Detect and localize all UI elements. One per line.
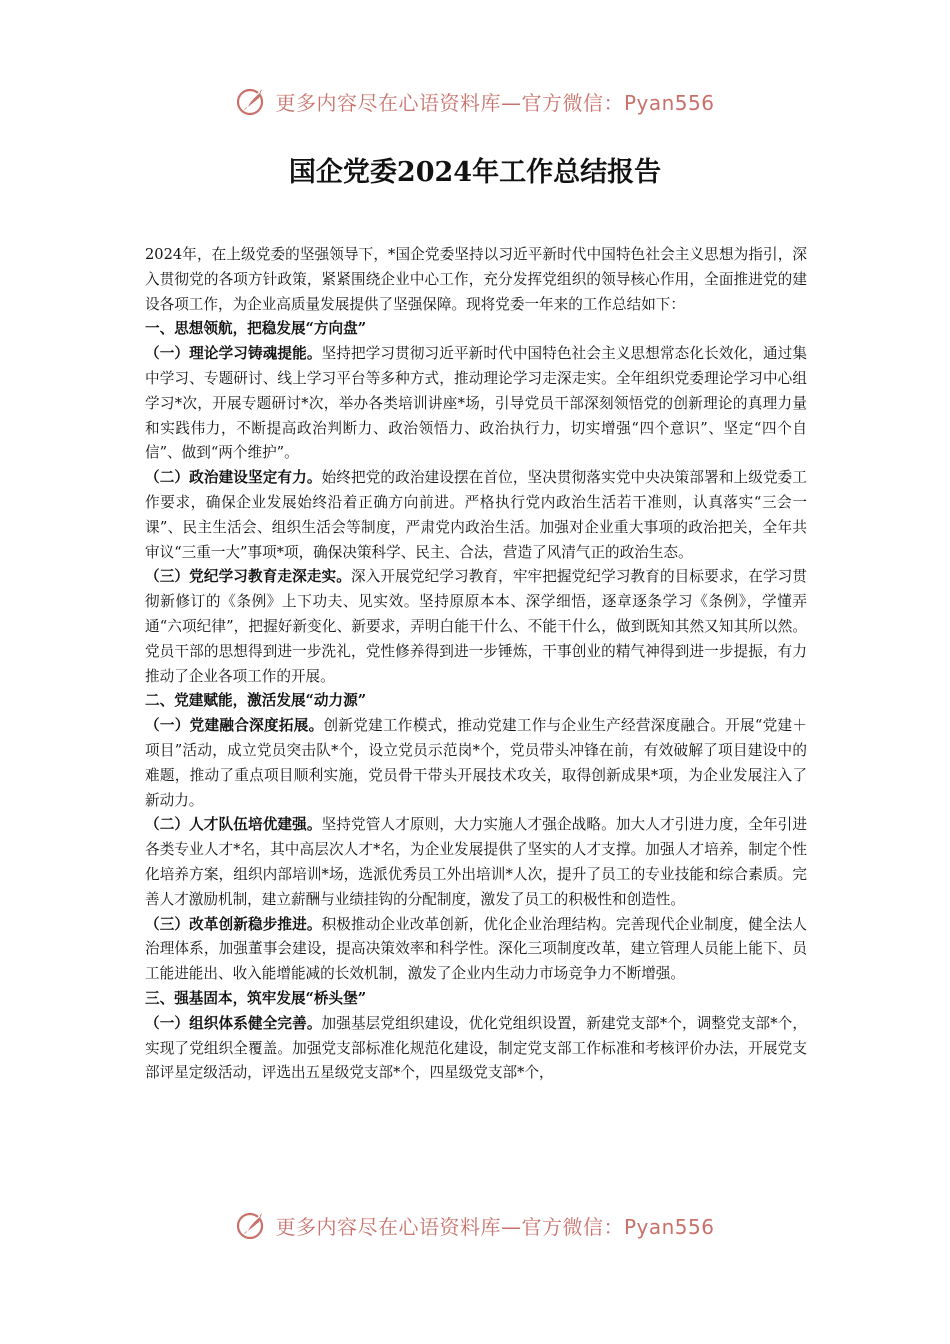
quill-logo-icon: [235, 84, 269, 118]
subsection-lead: （一）理论学习铸魂提能。: [145, 345, 322, 363]
subsection-body: 创新党建工作模式，推动党建工作与企业生产经营深度融合。开展“党建＋项目”活动，成立党员突击队*个，设立党员示范岗*个，党员带头冲锋在前，有效破解了项目建设中的难题，推动了重点项目顺利实施，党员骨干带头开展技术攻关，取得创新成果*项，为企业发展注入了新动力。: [145, 717, 807, 809]
subsection-paragraph: [145, 565, 807, 689]
document-title: 国企党委2024年工作总结报告: [288, 157, 662, 188]
watermark-banner-top: [0, 84, 950, 118]
subsection-lead: （二）政治建设坚定有力。: [145, 469, 322, 487]
subsection-paragraph: [145, 913, 807, 987]
watermark-text: 更多内容尽在心语资料库—官方微信：Pyan556: [275, 90, 715, 115]
subsection-body: 加强基层党组织建设，优化党组织设置，新建党支部*个，调整党支部*个，实现了党组织全覆盖。加强党支部标准化规范化建设，制定党支部工作标准和考核评价办法，开展党支部评星定级活动，评选出五星级党支部*个，四星级党支部*个，: [145, 1014, 807, 1082]
subsection-paragraph: [145, 714, 807, 813]
subsection-paragraph: [145, 342, 807, 466]
subsection-lead: （三）改革创新稳步推进。: [145, 915, 322, 933]
subsection-body: 积极推动企业改革创新，优化企业治理结构。完善现代企业制度，健全法人治理体系，加强董事会建设，提高决策效率和科学性。深化三项制度改革，建立管理人员能上能下、员工能进能出、收入能增能减的长效机制，激发了企业内生动力市场竞争力不断增强。: [145, 915, 807, 983]
watermark-text: 更多内容尽在心语资料库—官方微信：Pyan556: [275, 1214, 715, 1239]
section-heading: 一、思想领航，把稳发展“方向盘”: [145, 320, 367, 338]
subsection-lead: （二）人才队伍培优建强。: [145, 816, 322, 834]
section-heading: 二、党建赋能，激活发展“动力源”: [145, 692, 367, 710]
subsection-lead: （一）党建融合深度拓展。: [145, 717, 324, 735]
subsection-lead: （一）组织体系健全完善。: [145, 1014, 322, 1032]
subsection-body: 坚持把学习贯彻习近平新时代中国特色社会主义思想常态化长效化，通过集中学习、专题研讨、线上学习平台等多种方式，推动理论学习走深走实。全年组织党委理论学习中心组学习*次，开展专题研讨*次，举办各类培训讲座*场，引导党员干部深刻领悟党的创新理论的真理力量和实践伟力，不断提高政治判断力、政治领悟力、政治执行力，切实增强“四个意识”、坚定“四个自信”、做到“两个维护”。: [145, 345, 807, 462]
quill-logo-icon: [235, 1208, 269, 1242]
intro-paragraph: 2024年，在上级党委的坚强领导下，*国企党委坚持以习近平新时代中国特色社会主义思想为指引，深入贯彻党的各项方针政策，紧紧围绕企业中心工作，充分发挥党组织的领导核心作用，全面推进党的建设各项工作，为企业高质量发展提供了坚强保障。现将党委一年来的工作总结如下：: [145, 246, 807, 313]
watermark-banner-bottom: [0, 1208, 950, 1242]
subsection-body: 始终把党的政治建设摆在首位，坚决贯彻落实党中央决策部署和上级党委工作要求，确保企业发展始终沿着正确方向前进。严格执行党内政治生活若干准则，认真落实“三会一课”、民主生活会、组织生活会等制度，严肃党内政治生活。加强对企业重大事项的政治把关，全年共审议“三重一大”事项*项，确保决策科学、民主、合法，营造了风清气正的政治生态。: [145, 469, 807, 561]
subsection-body: 坚持党管人才原则，大力实施人才强企战略。加大人才引进力度，全年引进各类专业人才*名，其中高层次人才*名，为企业发展提供了坚实的人才支撑。加强人才培养，制定个性化培养方案，组织内部培训*场，选派优秀员工外出培训*人次，提升了员工的专业技能和综合素质。完善人才激励机制，建立薪酬与业绩挂钩的分配制度，激发了员工的积极性和创造性。: [145, 816, 807, 908]
document-body: [145, 243, 807, 1086]
subsection-lead: （三）党纪学习教育走深走实。: [145, 568, 351, 586]
subsection-body: 深入开展党纪学习教育，牢牢把握党纪学习教育的目标要求，在学习贯彻新修订的《条例》上下功夫、见实效。坚持原原本本、深学细悟，逐章逐条学习《条例》，学懂弄通“六项纪律”，把握好新变化、新要求，弄明白能干什么、不能干什么，做到既知其然又知其所以然。党员干部的思想得到进一步洗礼，党性修养得到进一步锤炼，干事创业的精气神得到进一步提振，有力推动了企业各项工作的开展。: [145, 568, 807, 685]
subsection-paragraph: [145, 1012, 807, 1086]
subsection-paragraph: [145, 466, 807, 565]
section-heading: 三、强基固本，筑牢发展“桥头堡”: [145, 989, 367, 1007]
subsection-paragraph: [145, 813, 807, 912]
